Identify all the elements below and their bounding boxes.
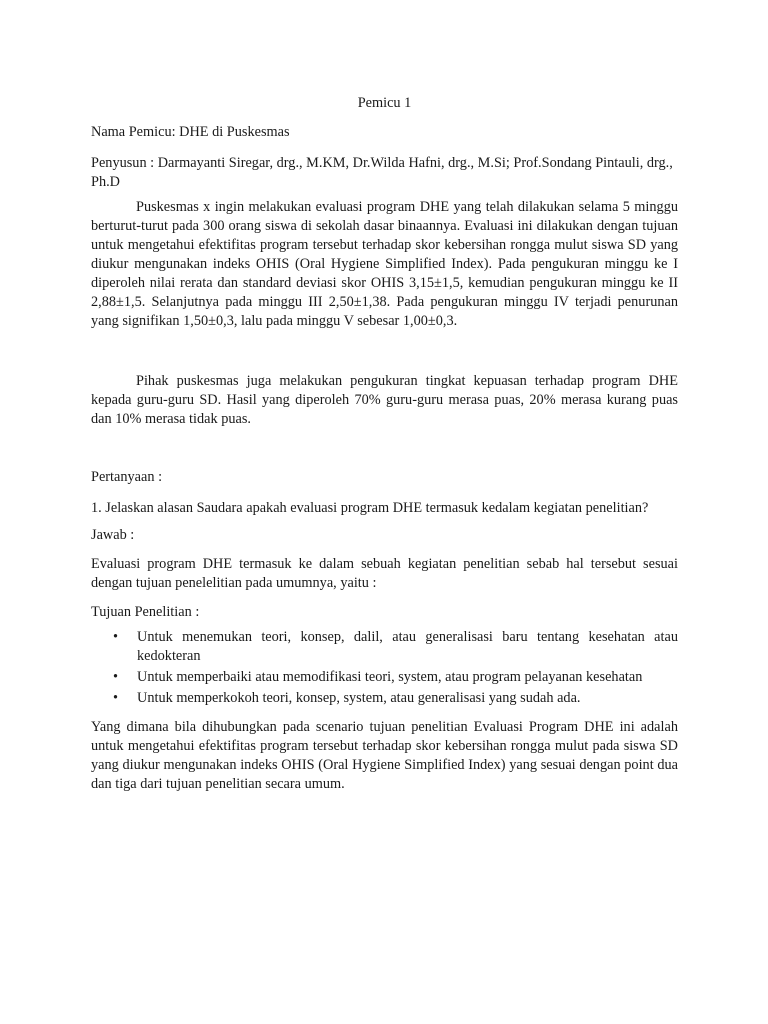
bullet-icon: •: [113, 690, 119, 706]
conclusion: Yang dimana bila dihubungkan pada scenario tujuan penelitian Evaluasi Program DHE ini adalah untuk mengetahui efektifitas program tersebut terhadap skor kebersihan rongga mulut pada siswa SD yang diukur mengunakan indeks OHIS (Oral Hygiene Simplified Index) yang sesuai dengan point dua dan tiga dari tujuan penelitian secara umum.: [91, 719, 678, 792]
bullet-icon: •: [113, 629, 119, 645]
jawab-label: Jawab :: [91, 527, 135, 543]
list-item-text: Untuk memperkokoh teori, konsep, system, atau generalisasi yang sudah ada.: [137, 690, 581, 706]
bullet-icon: •: [113, 669, 119, 685]
document-title: Pemicu 1: [357, 95, 412, 111]
nama-pemicu: Nama Pemicu: DHE di Puskesmas: [91, 124, 290, 140]
list-item-text: Untuk menemukan teori, konsep, dalil, atau generalisasi baru tentang kesehatan atau kedokteran: [137, 629, 678, 664]
paragraph-kepuasan: Pihak puskesmas juga melakukan pengukuran tingkat kepuasan terhadap program DHE kepada guru-guru SD. Hasil yang diperoleh 70% guru-guru merasa puas, 20% merasa kurang puas dan 10% merasa tidak puas.: [91, 373, 678, 427]
list-item-text: Untuk memperbaiki atau memodifikasi teori, system, atau program pelayanan kesehatan: [137, 669, 643, 685]
list-item: [91, 689, 678, 708]
question-1: 1. Jelaskan alasan Saudara apakah evaluasi program DHE termasuk kedalam kegiatan penelitian?: [91, 500, 649, 516]
list-item: [91, 628, 678, 666]
tujuan-list: [91, 628, 678, 708]
paragraph-case: Puskesmas x ingin melakukan evaluasi program DHE yang telah dilakukan selama 5 minggu berturut-turut pada 300 orang siswa di sekolah dasar binaannya. Evaluasi ini dilakukan dengan tujuan untuk mengetahui efektifitas program tersebut terhadap skor kebersihan rongga mulut siswa SD yang diukur mengunakan indeks OHIS (Oral Hygiene Simplified Index). Pada pengukuran minggu ke I diperoleh nilai rerata dan standard deviasi skor OHIS 3,15±1,5, kemudian pengukuran minggu ke II 2,88±1,5. Selanjutnya pada minggu III 2,50±1,38. Pada pengukuran minggu IV terjadi penurunan yang signifikan 1,50±0,3, lalu pada minggu V sebesar 1,00±0,3.: [91, 199, 678, 329]
answer-intro: Evaluasi program DHE termasuk ke dalam sebuah kegiatan penelitian sebab hal tersebut sesuai dengan tujuan penelelitian pada umumnya, yaitu :: [91, 556, 678, 591]
list-item: [91, 668, 678, 687]
pertanyaan-label: Pertanyaan :: [91, 469, 163, 485]
document-page: [91, 94, 678, 794]
tujuan-label: Tujuan Penelitian :: [91, 604, 200, 620]
penyusun: Penyusun : Darmayanti Siregar, drg., M.KM, Dr.Wilda Hafni, drg., M.Si; Prof.Sondang Pintauli, drg., Ph.D: [91, 155, 673, 190]
